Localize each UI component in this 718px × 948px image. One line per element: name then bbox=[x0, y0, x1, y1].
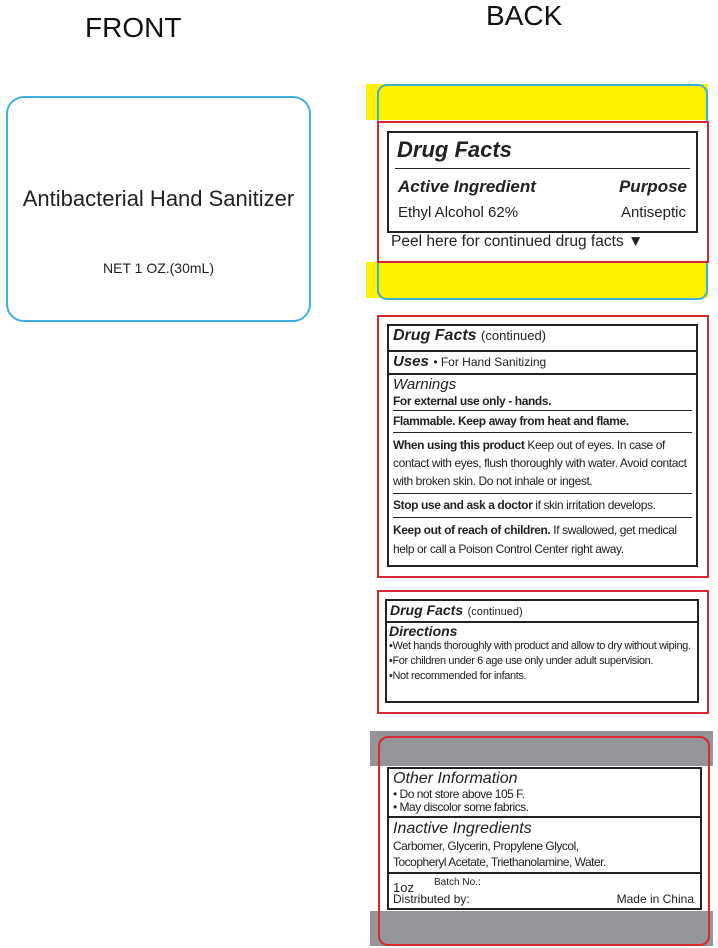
drug-facts-panel-2 bbox=[377, 315, 709, 578]
drug-facts-box bbox=[387, 767, 702, 910]
purpose-label: Purpose bbox=[618, 177, 687, 196]
active-ingredient-value: Ethyl Alcohol 62% bbox=[398, 204, 519, 221]
uses-text: • For Hand Sanitizing bbox=[433, 355, 547, 369]
other-info-item: • May discolor some fabrics. bbox=[393, 800, 529, 814]
drug-facts-panel-3 bbox=[377, 590, 709, 714]
product-name: Antibacterial Hand Sanitizer bbox=[22, 186, 295, 211]
inactive-ingredients-label: Inactive Ingredients bbox=[393, 820, 532, 837]
stop-use-text: if skin irritation develops. bbox=[532, 498, 656, 512]
direction-item: •Not recommended for infants. bbox=[389, 670, 527, 682]
keep-out-text: If swallowed, get medical help or call a Poison Control Center right away. bbox=[393, 523, 677, 556]
made-in-label: Made in China bbox=[616, 892, 694, 906]
directions-label: Directions bbox=[389, 623, 458, 639]
size-label: 1oz bbox=[393, 880, 414, 895]
drug-facts-box bbox=[387, 131, 698, 233]
when-using-label: When using this product bbox=[393, 438, 525, 452]
direction-item: •Wet hands thoroughly with product and allow to dry without wiping. bbox=[389, 640, 691, 652]
flammable-warning: Flammable. Keep away from heat and flame. bbox=[393, 410, 692, 432]
drug-facts-panel-1 bbox=[377, 121, 709, 263]
active-ingredient-label: Active Ingredient bbox=[398, 177, 536, 196]
front-label bbox=[6, 96, 311, 322]
uses-label: Uses bbox=[393, 353, 429, 370]
drug-facts-title: Drug Facts bbox=[393, 327, 477, 344]
other-info-item: • Do not store above 105 F. bbox=[393, 787, 525, 801]
back-heading: BACK bbox=[486, 0, 563, 31]
when-using-text: Keep out of eyes. In case of contact with eyes, flush thoroughly with water. Avoid contact with broken skin. Do not inhale or ingest. bbox=[393, 438, 687, 488]
divider bbox=[395, 168, 690, 169]
drug-facts-box bbox=[385, 599, 699, 703]
drug-facts-title: Drug Facts bbox=[397, 137, 512, 162]
drug-facts-title: Drug Facts bbox=[390, 602, 464, 618]
continued-label: (continued) bbox=[467, 606, 523, 618]
drug-facts-box bbox=[387, 324, 698, 567]
peel-instruction[interactable]: Peel here for continued drug facts ▼ bbox=[391, 233, 644, 250]
inactive-ingredients-text: Carbomer, Glycerin, Propylene Glycol, Tocopheryl Acetate, Triethanolamine, Water. bbox=[393, 839, 606, 869]
net-content: NET 1 OZ.(30mL) bbox=[103, 260, 214, 276]
distributed-by-label: Distributed by: bbox=[393, 892, 470, 906]
continued-label: (continued) bbox=[481, 328, 547, 343]
stop-use-label: Stop use and ask a doctor bbox=[393, 498, 533, 512]
warnings-label: Warnings bbox=[393, 376, 457, 393]
batch-number-label: Batch No.: bbox=[434, 877, 481, 888]
direction-item: •For children under 6 age use only under adult supervision. bbox=[389, 655, 653, 667]
external-use-warning: For external use only - hands. bbox=[393, 394, 552, 408]
front-heading: FRONT bbox=[85, 12, 182, 43]
keep-out-label: Keep out of reach of children. bbox=[393, 523, 551, 537]
other-information-label: Other Information bbox=[393, 770, 518, 787]
purpose-value: Antiseptic bbox=[620, 204, 686, 221]
